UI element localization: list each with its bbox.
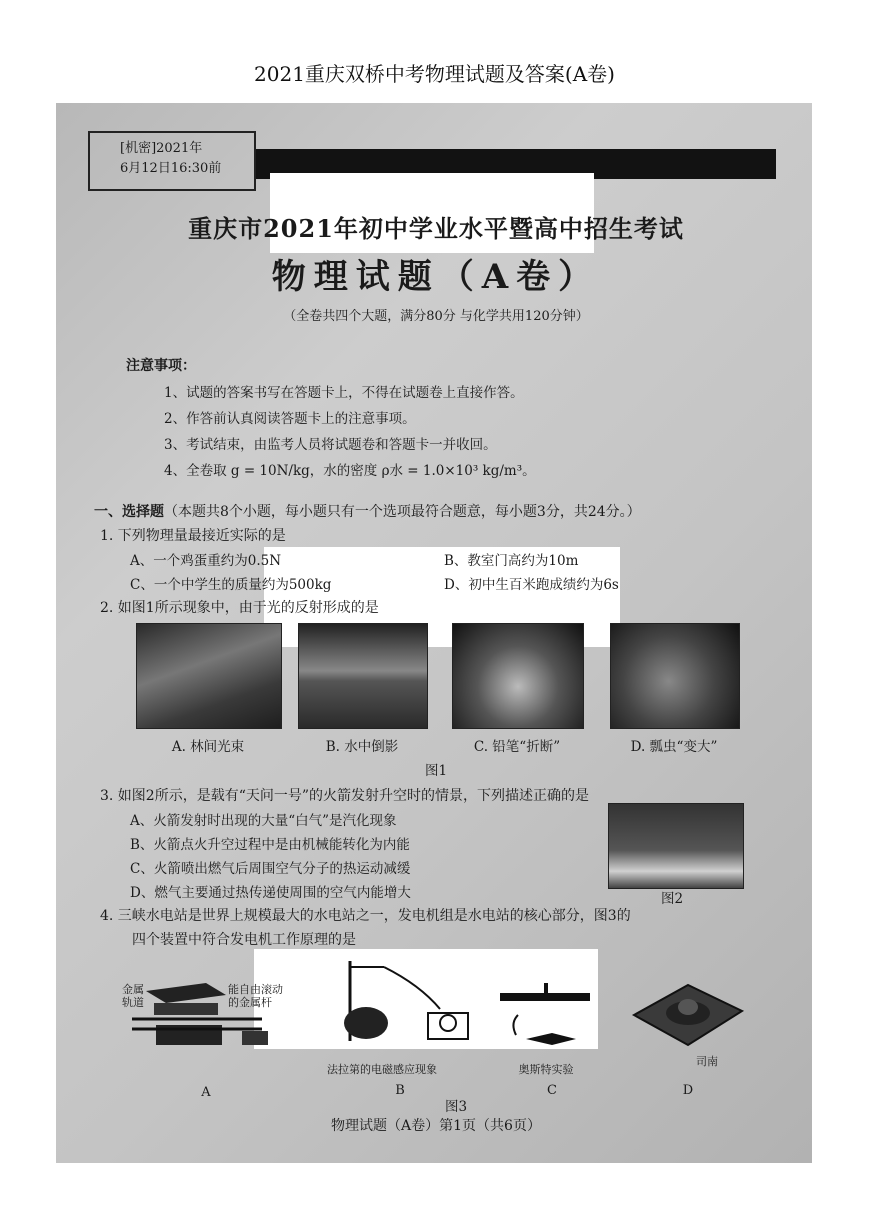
figure-3b-caption: 法拉第的电磁感应现象 [327,1063,437,1076]
question-3-stem: 3. 如图2所示，是载有“天问一号”的火箭发射升空时的情景，下列描述正确的是 [100,788,590,804]
figure-3a-label-metal: 金属 [122,983,144,996]
question-4-stem-line-1: 4. 三峡水电站是世界上规模最大的水电站之一，发电机组是水电站的核心部分，图3的 [100,908,631,924]
confidential-line-2: 6月12日16:30前 [120,161,222,176]
figure-1d-caption: D. 瓢虫“变大” [630,739,718,755]
figure-1a-caption: A. 林间光束 [171,739,245,755]
figure-1c-pencil-in-water-photo [452,623,584,729]
notice-heading: 注意事项： [126,358,196,374]
document-title: 2021重庆双桥中考物理试题及答案(A卷) [254,62,615,86]
figure-3-letter-a: A [201,1085,211,1100]
exam-note: （全卷共四个大题，满分80分 与化学共用120分钟） [283,309,589,324]
notice-item-1: 1、试题的答案书写在答题卡上，不得在试题卷上直接作答。 [164,385,524,401]
section-title: 一、选择题 [94,504,164,520]
subject-title: 物理试题（A卷） [271,257,601,297]
notice-item-3: 3、考试结束，由监考人员将试题卷和答题卡一并收回。 [164,437,497,453]
figure-3d-sinan-compass [626,971,746,1055]
figure-3-letter-b: B [395,1083,405,1098]
page-footer: 物理试题（A卷）第1页（共6页） [331,1118,541,1134]
figure-3b-faraday-apparatus [320,955,480,1047]
figure-1b-caption: B. 水中倒影 [325,739,399,755]
question-1-option-c: C、一个中学生的质量约为500kg [130,577,332,593]
question-1-option-a: A、一个鸡蛋重约为0.5N [130,553,282,569]
figure-1a-forest-light-photo [136,623,282,729]
figure-2-label: 图2 [660,891,684,907]
notice-item-2: 2、作答前认真阅读答题卡上的注意事项。 [164,411,416,427]
figure-3a-label-rolling: 能自由滚动 [228,983,283,996]
notice-item-4: 4、全卷取 g = 10N/kg，水的密度 ρ水 = 1.0×10³ kg/m³。 [164,463,536,479]
exam-title: 重庆市2021年初中学业水平暨高中招生考试 [188,214,684,243]
figure-3-letter-c: C [547,1083,557,1098]
section-heading [94,501,641,521]
question-3-option-a: A、火箭发射时出现的大量“白气”是汽化现象 [130,813,397,829]
question-3-option-b: B、火箭点火升空过程中是由机械能转化为内能 [130,837,410,853]
question-3-option-d: D、燃气主要通过热传递使周围的空气内能增大 [130,885,411,901]
figure-1c-caption: C. 铅笔“折断” [473,739,561,755]
figure-3a-label-rod: 的金属杆 [228,996,272,1009]
question-3-option-c: C、火箭喷出燃气后周围空气分子的热运动减缓 [130,861,411,877]
question-2-stem: 2. 如图1所示现象中，由于光的反射形成的是 [100,600,379,616]
figure-3-label: 图3 [444,1099,468,1115]
exam-photo [56,103,812,1163]
confidential-box [88,131,256,191]
figure-3c-oersted-apparatus [496,979,596,1055]
question-1-option-d: D、初中生百米跑成绩约为6s [444,577,619,593]
figure-3c-caption: 奥斯特实验 [518,1063,574,1076]
figure-2-rocket-launch-photo [608,803,744,889]
figure-1b-water-reflection-photo [298,623,428,729]
figure-1-label: 图1 [424,763,448,779]
figure-1d-ladybug-magnifier-photo [610,623,740,729]
figure-3-letter-d: D [682,1083,694,1098]
confidential-line-1: [机密]2021年 [120,141,203,156]
figure-3a-label-rail: 轨道 [122,996,144,1009]
question-1-option-b: B、教室门高约为10m [444,553,579,569]
question-1-stem: 1. 下列物理量最接近实际的是 [100,528,286,544]
question-4-stem-line-2: 四个装置中符合发电机工作原理的是 [132,932,356,948]
figure-3d-caption: 司南 [696,1055,718,1068]
section-description: （本题共8个小题，每小题只有一个选项最符合题意，每小题3分，共24分。） [164,504,641,520]
